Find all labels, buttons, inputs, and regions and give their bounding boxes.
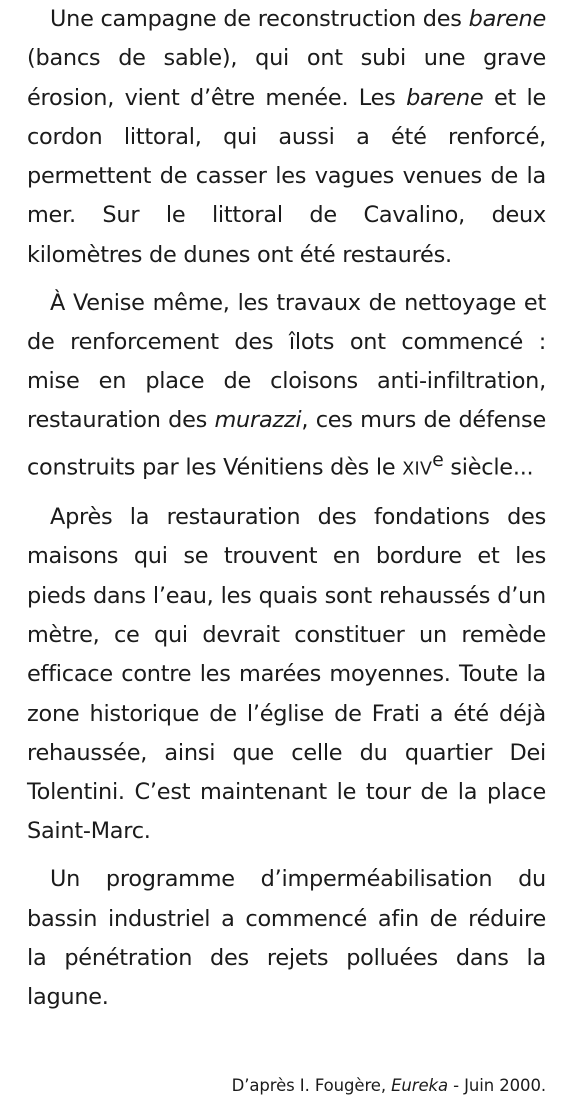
p2-century-numeral: XIV	[402, 459, 433, 480]
p1-text-2: (bancs de sable), qui ont subi une grave érosion, vient d’être menée. Les	[27, 45, 546, 111]
paragraph-1	[27, 0, 546, 275]
p2-text-2: , ces murs de défense construits par les Vénitiens dès le	[27, 407, 546, 481]
p1-italic-barene-1: barene	[468, 6, 546, 32]
p2-text-3: siècle...	[443, 454, 534, 481]
source-suffix: - Juin 2000.	[448, 1076, 546, 1095]
p2-italic-murazzi: murazzi	[214, 407, 302, 434]
p2-text-1: À Venise même, les travaux de nettoyage et de renforcement des îlots ont commencé : mise en place de cloisons anti-infiltration, restauration des	[27, 289, 546, 434]
paragraph-2	[27, 284, 546, 490]
source-citation	[232, 1076, 546, 1096]
paragraph-3: Après la restauration des fondations des maisons qui se trouvent en bordure et les pieds dans l’eau, les quais sont rehaussés d’un mètre, ce qui devrait constituer un remède efficace contre les marées moyennes. Toute la zone historique de l’église de Frati a été déjà rehaussée, ainsi que celle du quartier Dei Tolentini. C’est maintenant le tour de la place Saint-Marc.	[27, 504, 546, 845]
p2-century-superscript: e	[432, 449, 444, 471]
article-body	[27, 0, 546, 1017]
source-prefix: D’après I. Fougère,	[231, 1076, 392, 1095]
p1-italic-barene-2: barene	[406, 84, 484, 111]
p1-text-1: Une campagne de reconstruction des	[50, 6, 469, 32]
p1-text-3: et le cordon littoral, qui aussi a été renforcé, permettent de casser les vagues venues de la mer. Sur le littoral de Cavalino, deux kilomètres de dunes ont été restaurés.	[27, 84, 546, 268]
source-publication: Eureka	[391, 1076, 448, 1095]
paragraph-4: Un programme d’imperméabilisation du bassin industriel a commencé afin de réduire la pénétration des rejets polluées dans la lagune.	[27, 866, 546, 1011]
